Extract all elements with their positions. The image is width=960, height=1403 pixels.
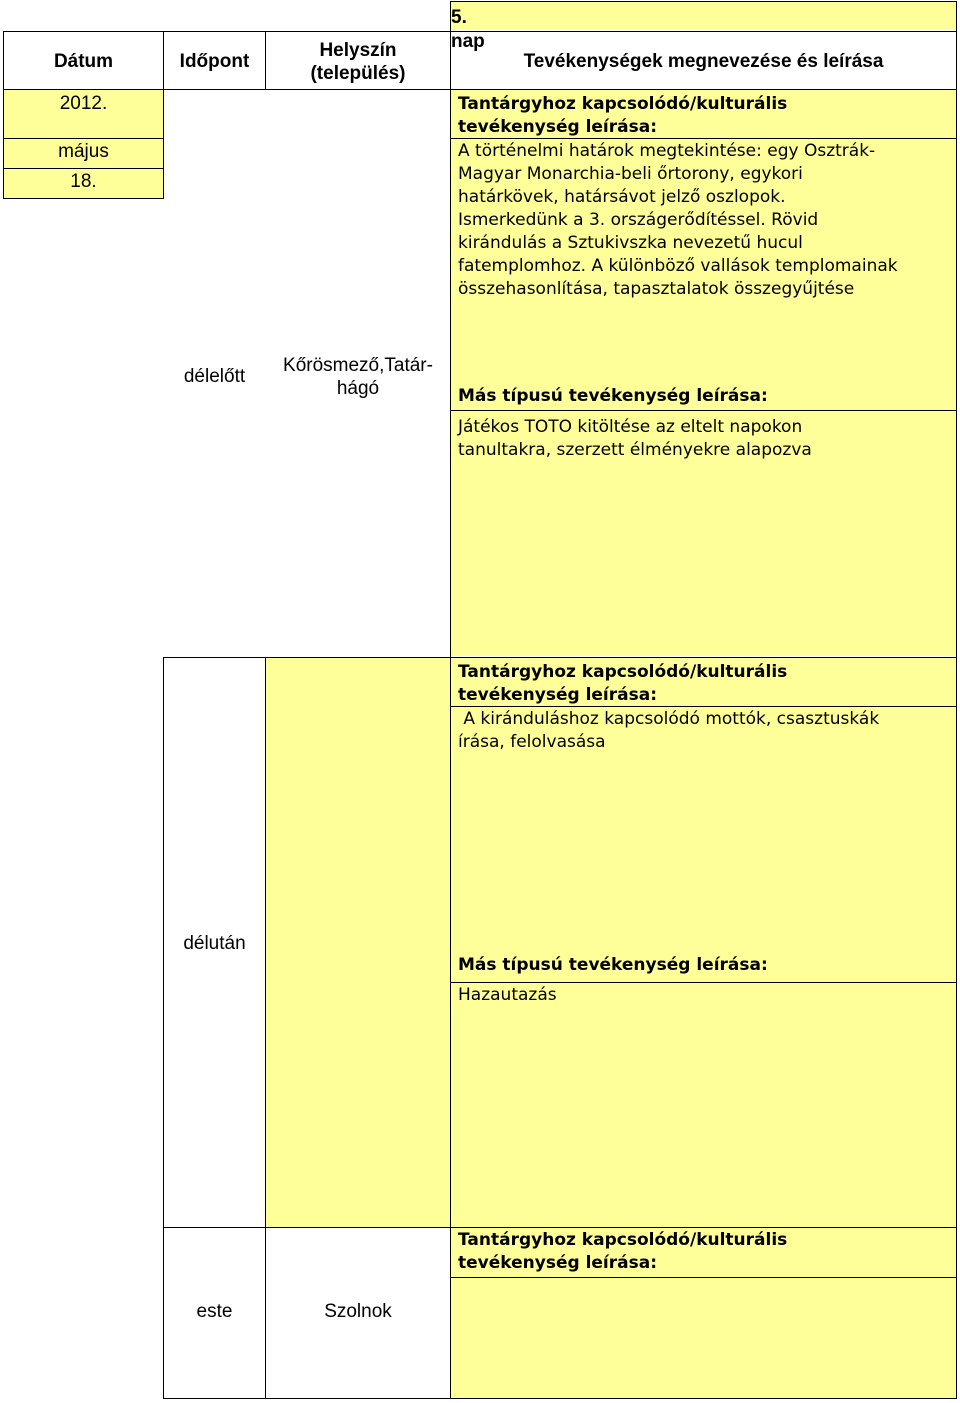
header-helyszin-line1: Helyszín xyxy=(319,40,397,61)
time-delelott: délelőtt xyxy=(183,366,246,387)
title-band xyxy=(451,2,956,30)
border-date-row2 xyxy=(3,168,163,169)
activity-heading-cultural: Tantárgyhoz kapcsolódó/kulturális xyxy=(458,662,788,682)
border-date-row1 xyxy=(3,138,163,139)
activity-line: összehasonlítása, tapasztalatok összegyűjtése xyxy=(458,279,855,299)
border-date-bottom xyxy=(3,198,163,199)
activity-line: tanultakra, szerzett élményekre alapozva xyxy=(458,440,812,460)
location-fill-2 xyxy=(266,658,452,1228)
activity-line: Hazautazás xyxy=(458,985,557,1005)
header-idopont: Időpont xyxy=(179,51,250,72)
border-time-left-lower xyxy=(163,657,164,1399)
activity-line: kirándulás a Sztukivszka nevezetű hucul xyxy=(458,233,803,253)
activity-heading-other: Más típusú tevékenység leírása: xyxy=(458,386,768,406)
activity-heading-cultural: Tantárgyhoz kapcsolódó/kulturális xyxy=(458,1230,788,1250)
location-korosmezo-line1: Kőrösmező,Tatár- xyxy=(283,355,433,376)
activity-line: határkövek, határsávot jelző oszlopok. xyxy=(458,187,786,207)
border-bottom xyxy=(163,1398,957,1399)
header-helyszin-line2: (település) xyxy=(310,63,406,84)
header-tevekenysegek: Tevékenységek megnevezése és leírása xyxy=(523,51,884,72)
activity-heading-cultural: tevékenység leírása: xyxy=(458,1253,657,1273)
activity-line: Ismerkedünk a 3. országerődítéssel. Rövid xyxy=(458,210,819,230)
border-loc-left-lower xyxy=(265,657,266,1399)
border-top xyxy=(450,1,957,2)
activity-line: fatemplomhoz. A különböző vallások templomainak xyxy=(458,256,898,276)
date-day: 18. xyxy=(70,171,97,192)
border-header-bottom xyxy=(3,89,957,90)
activity-heading-cultural: tevékenység leírása: xyxy=(458,117,657,137)
activity-line: Játékos TOTO kitöltése az eltelt napokon xyxy=(458,417,803,437)
activity-line: Magyar Monarchia-beli őrtorony, egykori xyxy=(458,164,803,184)
border-heading-2 xyxy=(451,410,956,411)
time-este: este xyxy=(196,1301,233,1322)
border-row-este xyxy=(163,1227,957,1228)
location-szolnok: Szolnok xyxy=(324,1301,392,1322)
activity-line: A történelmi határok megtekintése: egy Osztrák- xyxy=(458,141,876,161)
activity-heading-cultural: tevékenység leírása: xyxy=(458,685,657,705)
activity-line: írása, felolvasása xyxy=(458,732,606,752)
border-row-delutan xyxy=(163,657,957,658)
date-month: május xyxy=(58,141,109,162)
header-datum: Dátum xyxy=(53,51,114,72)
date-year: 2012. xyxy=(59,93,108,114)
location-korosmezo-line2: hágó xyxy=(336,378,380,399)
border-title-left xyxy=(450,1,451,1399)
activity-heading-cultural: Tantárgyhoz kapcsolódó/kulturális xyxy=(458,94,788,114)
time-delutan: délután xyxy=(183,933,246,954)
page-title: 5. nap xyxy=(451,7,485,52)
activity-heading-other: Más típusú tevékenység leírása: xyxy=(458,955,768,975)
activity-line: A kiránduláshoz kapcsolódó mottók, csasztuskák xyxy=(458,709,880,729)
border-heading-5 xyxy=(451,1277,956,1278)
border-right xyxy=(956,1,957,1399)
border-heading-4 xyxy=(451,982,956,983)
